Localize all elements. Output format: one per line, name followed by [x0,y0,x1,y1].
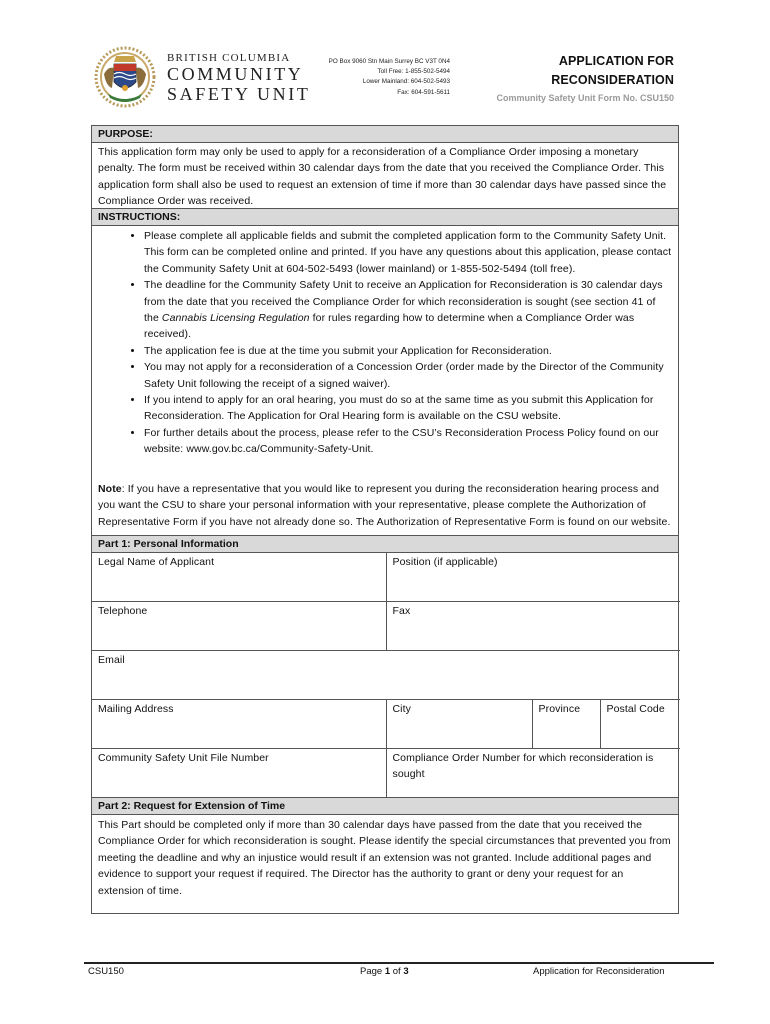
contact-lower-mainland: Lower Mainland: 604-502-5493 [362,78,450,86]
mailing-address-label: Mailing Address [98,702,174,715]
part2-text: This Part should be completed only if more than 30 calendar days have passed from the date that you received the Compliance Order for which reconsideration is sought. Please identify the special circumstances that prevented you from meeting the deadline and why an injustice would result if an extension was not granted. Include additional pages and evidence to support your request if required. The Director has the authority to grant or deny your request for an extension of time. [98,818,671,897]
form-number: Community Safety Unit Form No. CSU150 [496,93,674,103]
instruction-item: • Please complete all applicable fields and submit the completed application form to the Community Safety Unit. This form can be completed online and printed. If you have any questions about this application, please contact the Community Safety Unit at 604-502-5493 (lower mainland) or 1-855-502-5494 (toll free). [144,228,672,277]
contact-block [300,57,450,98]
contact-fax: Fax: 604-591-5611 [397,88,450,96]
legal-name-label: Legal Name of Applicant [98,555,215,568]
part1-heading: Part 1: Personal Information [92,535,678,553]
form-body [91,125,679,914]
footer-divider [84,962,714,964]
footer-form-code: CSU150 [88,966,124,977]
instruction-text: The deadline for the Community Safety Unit to receive an Application for Reconsideration is 30 calendar days from the date that you received the Compliance Order for which reconsideration is sought (see section 41 of the [144,279,663,325]
instruction-text-tail: for rules regarding how to determine when a Compliance Order was received). [144,312,635,341]
fax-field[interactable] [386,601,680,650]
fax-label: Fax [392,604,411,617]
province-label: Province [538,702,581,715]
org-line-1: COMMUNITY [167,64,304,84]
note-paragraph [92,479,678,535]
instructions-heading: INSTRUCTIONS: [92,208,678,226]
telephone-label: Telephone [98,604,148,617]
page-word: Page [360,966,385,977]
purpose-text: This application form may only be used to apply for a reconsideration of a Compliance Order imposing a monetary penalty. The form must be received within 30 calendar days from the date that you received the Compliance Order. This application form shall also be used to request an extension of time if more than 30 calendar days have passed since the Compliance Order was received. [98,146,667,208]
part2-heading: Part 2: Request for Extension of Time [92,797,678,815]
of-word: of [390,966,404,977]
note-label: Note [98,482,122,495]
city-label: City [392,702,411,715]
position-field[interactable] [386,553,680,602]
email-field[interactable] [92,650,680,699]
page-current: 1 [384,966,391,977]
part1-fields [92,553,680,797]
telephone-field[interactable] [92,601,386,650]
org-province: BRITISH COLUMBIA [167,52,291,64]
mailing-address-field[interactable] [92,699,386,748]
file-number-label: Community Safety Unit File Number [98,751,269,764]
purpose-heading: PURPOSE: [92,126,678,143]
regulation-name: Cannabis Licensing Regulation [161,312,310,325]
note-text: : If you have a representative that you would like to represent you during the reconsideration hearing process and you want the CSU to share your personal information with your representative, please complete the Authorization of Representative Form if you have not already done so. The Authorization of Representative Form is found on our website. [98,482,671,528]
file-number-field[interactable] [92,748,386,797]
postal-code-label: Postal Code [606,702,665,715]
contact-address: PO Box 9060 Stn Main Surrey BC V3T 0N4 [328,58,450,65]
position-label: Position (if applicable) [392,555,498,568]
instructions-list [92,226,678,458]
organization-name [167,52,310,104]
compliance-order-number-label: Compliance Order Number for which reconsideration is sought [392,751,654,781]
org-line-2: SAFETY UNIT [167,84,311,104]
instruction-item: • For further details about the process, please refer to the CSU’s Reconsideration Process Policy found on our website: www.gov.bc.ca/Community-Safety-Unit. [144,425,672,458]
footer-form-title: Application for Reconsideration [533,966,665,977]
email-label: Email [98,653,125,666]
form-title-line-1: APPLICATION FOR [558,54,674,68]
city-field[interactable] [386,699,532,748]
instruction-item [144,277,672,343]
page-total: 3 [403,966,409,977]
legal-name-field[interactable] [92,553,386,602]
contact-toll-free: Toll Free: 1-855-502-5494 [377,68,450,76]
instruction-item: • You may not apply for a reconsideration of a Concession Order (order made by the Director of the Community Safety Unit following the receipt of a signed waiver). [144,359,672,392]
footer-page-number [360,966,409,977]
form-title-block [470,52,674,105]
instruction-item: • The application fee is due at the time you submit your Application for Reconsideration. [144,343,672,359]
postal-code-field[interactable] [600,699,680,748]
instruction-item: • If you intend to apply for an oral hearing, you must do so at the same time as you submit this Application for Reconsideration. The Application for Oral Hearing form is available on the CSU website. [144,392,672,425]
bc-coat-of-arms-icon [94,44,156,110]
compliance-order-number-field[interactable] [386,748,680,797]
form-title-line-2: RECONSIDERATION [551,73,674,87]
province-field[interactable] [532,699,600,748]
